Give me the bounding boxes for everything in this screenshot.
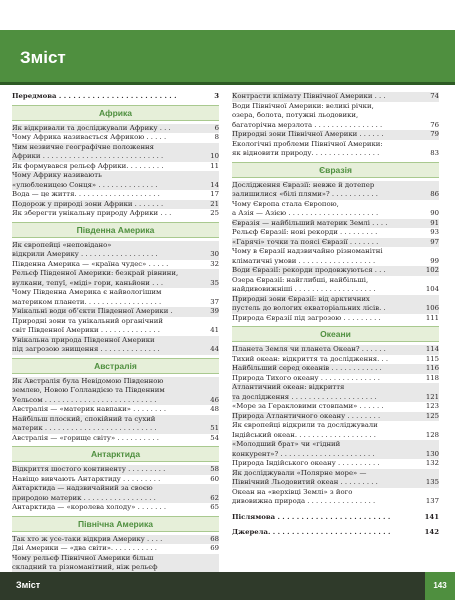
toc-entry-page: 32 <box>210 259 219 268</box>
toc-column-left <box>12 92 219 582</box>
toc-entry[interactable] <box>12 171 219 190</box>
toc-entry[interactable] <box>232 92 439 102</box>
toc-entry-page: 3 <box>214 92 219 100</box>
toc-entry[interactable] <box>12 162 219 172</box>
toc-entry[interactable] <box>232 374 439 384</box>
toc-entry[interactable] <box>232 345 439 355</box>
toc-entry-title: «Молодший брат» чи «гідний конкурент»? . . . . . . . . . . . . . . . . . . . . . . <box>232 440 375 458</box>
toc-entry-page: 104 <box>425 285 439 293</box>
toc-entry[interactable] <box>232 421 439 440</box>
toc-entry-page: 54 <box>210 433 219 442</box>
toc-entry-page: 65 <box>210 503 219 511</box>
toc-entry-page: 132 <box>425 459 439 467</box>
toc-entry-title: Контрасти клімату Північної Америки . . . <box>232 92 386 100</box>
toc-entry-page: 128 <box>425 430 439 439</box>
toc-entry-title: Вода — це життя. . . . . . . . . . . . . . . . . . . . <box>12 190 160 198</box>
section-heading: Південна Америка <box>12 222 219 238</box>
toc-entry-page: 123 <box>425 402 439 410</box>
toc-entry[interactable] <box>232 238 439 248</box>
toc-entry-title: «Гарячі» точки та поясі Євразії . . . . . . . <box>232 237 379 246</box>
toc-entry-title: Рельєф Південної Америки: безкрай рівнини, вулкани, тепуї, «міді» гори, каньйони . . . <box>12 269 179 287</box>
toc-entry-page: 44 <box>210 345 219 353</box>
toc-entry[interactable] <box>12 269 219 288</box>
toc-entry[interactable] <box>232 102 439 131</box>
toc-entry-page: 97 <box>430 237 439 246</box>
toc-entry-title: Тихий океан: відкриття та дослідження. . . <box>232 354 389 363</box>
top-margin <box>0 0 455 30</box>
toc-entry-page: 121 <box>425 392 439 401</box>
toc-entry[interactable] <box>12 143 219 162</box>
toc-entry-title: Природні зони та унікальний органічний світ Південної Америки . . . . . . . . . . . . . . <box>12 316 163 334</box>
page-title: Зміст <box>20 48 66 67</box>
toc-entry-page: 115 <box>425 354 439 363</box>
toc-entry-page: 135 <box>425 478 439 486</box>
toc-entry-page: 11 <box>210 161 219 170</box>
toc-entry[interactable] <box>232 295 439 314</box>
page-footer <box>0 572 455 600</box>
toc-entry-title: Чим незвичне географічне положення Африки . . . . . . . . . . . . . . . . . . . . . . . . . . . . <box>12 142 164 160</box>
toc-entry-page: 142 <box>424 528 439 536</box>
toc-entry-title: Унікальна природа Південної Америки під загрозою знищення . . . . . . . . . . . . . . <box>12 335 160 353</box>
toc-entry-title: Рельєф Євразії: нові рекорди . . . . . . . . . <box>232 228 378 236</box>
toc-entry-page: 8 <box>214 133 219 141</box>
toc-entry[interactable] <box>232 140 439 159</box>
toc-entry-title: Передмова . . . . . . . . . . . . . . . . . . . . . . . . . <box>12 92 177 100</box>
toc-entry-title: Чому Африка називається Африкою . . . . . <box>12 133 167 141</box>
section-heading: Північна Америка <box>12 516 219 532</box>
toc-entry-page: 46 <box>210 395 219 404</box>
toc-entry-page: 37 <box>210 297 219 306</box>
toc-entry-title: Найбільш плоский, спокійний та сухий материк . . . . . . . . . . . . . . . . . . . . . . . . . . <box>12 414 157 432</box>
toc-entry-title: Екологічні проблеми Північної Америки: як відновити природу. . . . . . . . . . . . . . . . <box>232 139 383 157</box>
toc-entry[interactable] <box>232 488 439 507</box>
title-band <box>0 30 455 82</box>
toc-entry-title: Природні зони Північної Америки . . . . . . <box>232 130 384 138</box>
toc-entry[interactable] <box>232 266 439 276</box>
toc-entry-page: 58 <box>210 465 219 473</box>
toc-entry-title: Природа Тихого океану . . . . . . . . . . . . . . <box>232 373 380 382</box>
toc-entry[interactable] <box>12 241 219 260</box>
toc-entry-title: Як досліджували «Полярне море» — Північний Льодовитий океан . . . . . . . . . <box>232 468 378 486</box>
toc-entry-title: Природа Євразії під загрозою . . . . . . . . . <box>232 313 381 322</box>
toc-entry[interactable] <box>232 130 439 140</box>
toc-entry-title: Природні зони Євразії: від арктичних пустель до вологих екваторіальних лісів. . <box>232 294 386 312</box>
toc-entry-title: Як європейці «неповідано» відкрили Америку . . . . . . . . . . . . . . . . . . <box>12 240 158 258</box>
toc-entry[interactable] <box>232 513 439 523</box>
toc-entry[interactable] <box>232 200 439 219</box>
toc-entry-title: Чому в Євразії надзвичайно різноманітні кліматичні умови . . . . . . . . . . . . . . . . . . <box>232 247 383 265</box>
toc-entry-title: Австралія — «материк навпаки» . . . . . . . . <box>12 405 167 413</box>
toc-entry-title: Південна Америка — «країна чудес» . . . . . <box>12 259 169 268</box>
toc-entry-page: 83 <box>430 149 439 157</box>
toc-entry[interactable] <box>12 377 219 406</box>
toc-entry-page: 17 <box>210 190 219 198</box>
toc-entry-title: Відкриття шостого континенту . . . . . . . . . <box>12 465 166 473</box>
toc-entry-page: 91 <box>430 218 439 227</box>
toc-entry-page: 48 <box>210 405 219 413</box>
toc-entry[interactable] <box>12 260 219 270</box>
toc-entry-page: 125 <box>425 411 439 420</box>
toc-entry-page: 90 <box>430 209 439 217</box>
toc-entry-title: Унікальні води об’єкти Південної Америки . <box>12 307 173 315</box>
toc-entry[interactable] <box>232 383 439 402</box>
toc-entry-page: 99 <box>430 256 439 265</box>
toc-entry-title: Атлантичний океан: відкриття та дослідження . . . . . . . . . . . . . . . . . . . . <box>232 383 377 401</box>
toc-entry[interactable] <box>232 228 439 238</box>
toc-entry[interactable] <box>232 219 439 229</box>
toc-entry-title: Антарктида — надзвичайний за своєю природою материк . . . . . . . . . . . . . . . . . <box>12 484 156 502</box>
toc-entry[interactable] <box>232 528 439 538</box>
toc-entry-title: Найбільший серед океанів . . . . . . . . . . . . <box>232 364 382 372</box>
toc-entry-title: Океан на «верхівці Землі» з його дивовижна природа . . . . . . . . . . . . . . . . <box>232 487 376 505</box>
toc-entry[interactable] <box>232 402 439 412</box>
toc-entry-title: Чому Африку називають «улюбленицею Сонця» . . . . . . . . . . . . . . <box>12 171 158 189</box>
toc-entry[interactable] <box>12 544 219 554</box>
toc-entry-title: Планета Земля чи планета Океан? . . . . . . <box>232 345 386 353</box>
toc-entry-page: 35 <box>210 278 219 287</box>
toc-entry-title: Навіщо вивчають Антарктиду . . . . . . . . . <box>12 474 161 483</box>
toc-entry-page: 21 <box>210 199 219 208</box>
toc-entry-page: 102 <box>425 266 439 274</box>
toc-entry-page: 51 <box>210 424 219 432</box>
toc-entry[interactable] <box>232 440 439 459</box>
toc-entry-title: Води Євразії: рекорди продовжуються . . . <box>232 266 386 274</box>
toc-entry-page: 76 <box>430 120 439 129</box>
title-rule <box>0 82 455 85</box>
toc-entry-page: 30 <box>210 250 219 258</box>
toc-entry[interactable] <box>232 469 439 488</box>
toc-entry-page: 93 <box>430 228 439 236</box>
toc-entry[interactable] <box>12 307 219 317</box>
toc-entry-title: Чому рельєф Північної Америки більш складний та різноманітний, ніж рельєф <box>12 553 158 571</box>
toc-entry-page: 68 <box>210 534 219 543</box>
toc-entry[interactable] <box>12 190 219 200</box>
toc-entry-title: Дослідження Євразії: невже й дотепер залишилися «білі плями»? . . . . . . . . . . . <box>232 180 378 198</box>
toc-entry-page: 62 <box>210 493 219 502</box>
toc-entry-page: 6 <box>214 123 219 132</box>
toc-entry[interactable] <box>12 535 219 545</box>
toc-entry-title: Так хто ж усе-таки відкрив Америку . . . . <box>12 534 163 543</box>
section-heading: Євразія <box>232 162 439 178</box>
toc-entry-page: 39 <box>210 307 219 315</box>
section-heading: Океани <box>232 326 439 342</box>
section-heading: Австралія <box>12 358 219 374</box>
toc-entry-title: Як європейці відкрили та досліджували Індійський океан. . . . . . . . . . . . . . . . . . . <box>232 421 378 439</box>
toc-entry-page: 60 <box>210 474 219 483</box>
toc-entry-title: Як Австралія була Невідомою Південною землею, Новою Голландією та Південним Уельсом . . . . . . . . . . . . . . . . . . . . . . . . . . <box>12 376 165 404</box>
toc-entry[interactable] <box>12 465 219 475</box>
page-number: 143 <box>425 572 455 600</box>
toc-entry-title: Води Північної Америки: великі річки, озера, болота, потужні льодовики, багаторічна мерзлота . . . . . . . . . . . . . . . . <box>232 101 383 129</box>
toc-entry-title: Як формувався рельєф Африки. . . . . . . . . <box>12 161 164 170</box>
toc-entry-page: 118 <box>425 373 439 382</box>
toc-entry-page: 111 <box>425 313 439 322</box>
toc-entry-title: Чому Південна Америка є найвологішим материком планети. . . . . . . . . . . . . . . . . . <box>12 288 162 306</box>
toc-entry[interactable] <box>12 200 219 210</box>
toc-entry[interactable] <box>12 503 219 513</box>
toc-entry-page: 106 <box>425 304 439 312</box>
toc-entry-title: Чому Європа стала Європою, а Азія — Азією . . . . . . . . . . . . . . . . . . . . . <box>232 199 379 217</box>
toc-entry[interactable] <box>12 484 219 503</box>
toc-entry-page: 141 <box>424 512 439 521</box>
toc-entry-page: 41 <box>210 326 219 334</box>
toc-entry[interactable] <box>232 181 439 200</box>
toc-entry[interactable] <box>12 317 219 336</box>
toc-entry-page: 86 <box>430 190 439 198</box>
toc-entry[interactable] <box>12 124 219 134</box>
toc-entry-title: Подорож у природі зони Африки . . . . . . . <box>12 199 164 208</box>
toc-entry-page: 137 <box>425 497 439 505</box>
toc-entry[interactable] <box>232 247 439 266</box>
toc-entry[interactable] <box>232 459 439 469</box>
toc-entry-title: Як зберегти унікальну природу Африки . . . <box>12 209 172 217</box>
toc-entry-title: Як відкривали та досліджували Африку . . . <box>12 123 171 132</box>
section-heading: Африка <box>12 105 219 121</box>
toc-entry-title: Антарктида — «королева холоду» . . . . . . . <box>12 503 167 511</box>
toc-entry[interactable] <box>232 314 439 324</box>
toc-entry[interactable] <box>12 92 219 102</box>
toc-entry-page: 79 <box>430 130 439 138</box>
toc-entry-page: 130 <box>425 449 439 458</box>
toc-entry-page: 74 <box>430 92 439 100</box>
toc-entry[interactable] <box>232 412 439 422</box>
toc-entry[interactable] <box>12 434 219 444</box>
toc-entry[interactable] <box>12 209 219 219</box>
toc-entry[interactable] <box>12 288 219 307</box>
toc-entry[interactable] <box>12 336 219 355</box>
toc-entry-page: 14 <box>210 180 219 189</box>
toc-entry-title: «Море за Геракловими стовпами» . . . . . . <box>232 402 384 410</box>
toc-entry-title: Євразія — найбільший материк Землі . . . . <box>232 218 388 227</box>
toc-entry-title: Природа Атлантичного океану . . . . . . . . <box>232 411 381 420</box>
toc-entry[interactable] <box>232 276 439 295</box>
toc-entry[interactable] <box>12 405 219 415</box>
toc-entry-title: Природа Індійського океану . . . . . . . . . . <box>232 459 380 467</box>
toc-entry[interactable] <box>12 133 219 143</box>
section-heading: Антарктида <box>12 446 219 462</box>
toc-entry-title: Джерела. . . . . . . . . . . . . . . . . . . . . . . . . . <box>232 528 391 536</box>
toc-entry[interactable] <box>232 364 439 374</box>
toc-entry[interactable] <box>12 415 219 434</box>
footer-label: Зміст <box>16 580 41 590</box>
toc-entry-title: Австралія — «горище світу» . . . . . . . . . . <box>12 433 159 442</box>
toc-entry-page: 114 <box>425 345 439 353</box>
toc-entry-page: 25 <box>210 209 219 217</box>
toc-entry-title: Дві Америки — «два світи». . . . . . . . . . . <box>12 544 157 552</box>
toc-entry[interactable] <box>12 475 219 485</box>
toc-column-right <box>232 92 439 538</box>
toc-entry-page: 116 <box>425 364 439 372</box>
toc-entry-page: 69 <box>210 544 219 552</box>
toc-entry[interactable] <box>232 355 439 365</box>
toc-entry-title: Післямова . . . . . . . . . . . . . . . . . . . . . . . . <box>232 512 391 521</box>
toc-entry-title: Озера Євразії: найглибші, найбільші, найдивовижніші . . . . . . . . . . . . . . . . . . . <box>232 275 376 293</box>
toc-entry-page: 10 <box>210 152 219 160</box>
